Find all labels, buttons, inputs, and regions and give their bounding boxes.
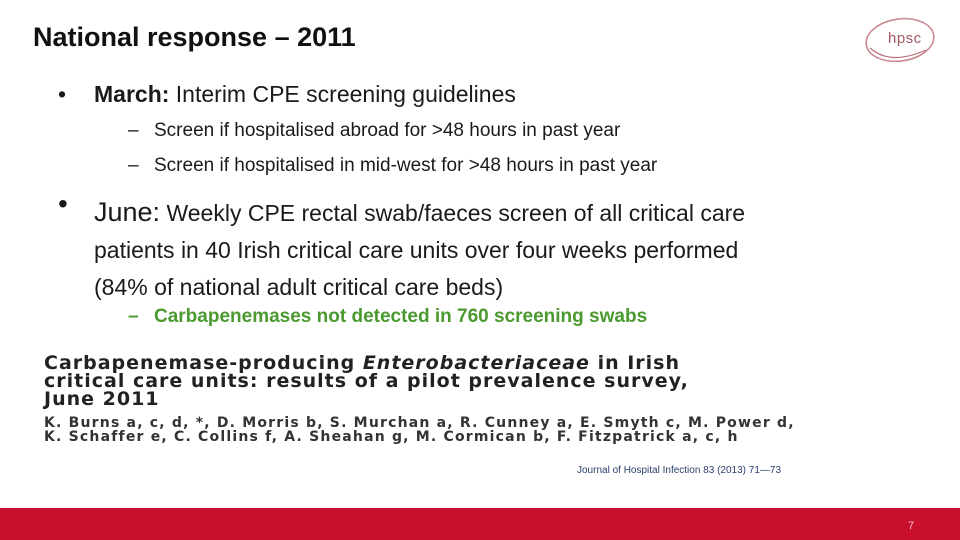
paper-title-part1: Carbapenemase-producing	[44, 352, 363, 374]
page-number: 7	[908, 520, 915, 532]
bullet-dot: •	[58, 188, 68, 219]
bullet-june-text	[94, 194, 894, 306]
paper-title-line2: critical care units: results of a pilot prevalence survey,	[44, 370, 689, 392]
bullet-dot: •	[58, 81, 67, 107]
paper-title-line3: June 2011	[44, 388, 160, 410]
footer-bar	[0, 508, 960, 540]
paper-authors	[44, 416, 795, 444]
sub-dash: –	[128, 306, 139, 327]
sub-dash: –	[128, 120, 139, 141]
logo-text: hpsc	[888, 30, 922, 47]
sub-dash: –	[128, 155, 139, 176]
slide-title: National response – 2011	[33, 22, 356, 52]
paper-title-part2: in Irish	[589, 352, 681, 374]
bullet-june-line3: (84% of national adult critical care beds)	[94, 274, 504, 300]
journal-citation: Journal of Hospital Infection 83 (2013) 71—73	[577, 465, 782, 476]
paper-authors-line1: K. Burns a, c, d, *, D. Morris b, S. Murchan a, R. Cunney a, E. Smyth c, M. Power d,	[44, 415, 795, 431]
bullet-lead-june: June:	[94, 197, 161, 227]
subitem-text: Carbapenemases not detected in 760 screening swabs	[154, 306, 648, 327]
paper-authors-line2: K. Schaffer e, C. Collins f, A. Sheahan g, M. Cormican b, F. Fitzpatrick a, c, h	[44, 429, 739, 445]
bullet-june-line1: Weekly CPE rectal swab/faeces screen of all critical care	[160, 200, 746, 226]
bullet-lead-march: March:	[94, 81, 170, 107]
subitem-text: Screen if hospitalised in mid-west for >48 hours in past year	[154, 155, 658, 176]
bullet-june-line2: patients in 40 Irish critical care units over four weeks performed	[94, 237, 739, 263]
subitem-text: Screen if hospitalised abroad for >48 hours in past year	[154, 120, 621, 141]
paper-title	[44, 354, 689, 408]
paper-title-italic: Enterobacteriaceae	[362, 352, 590, 374]
bullet-text-march: Interim CPE screening guidelines	[169, 81, 516, 107]
